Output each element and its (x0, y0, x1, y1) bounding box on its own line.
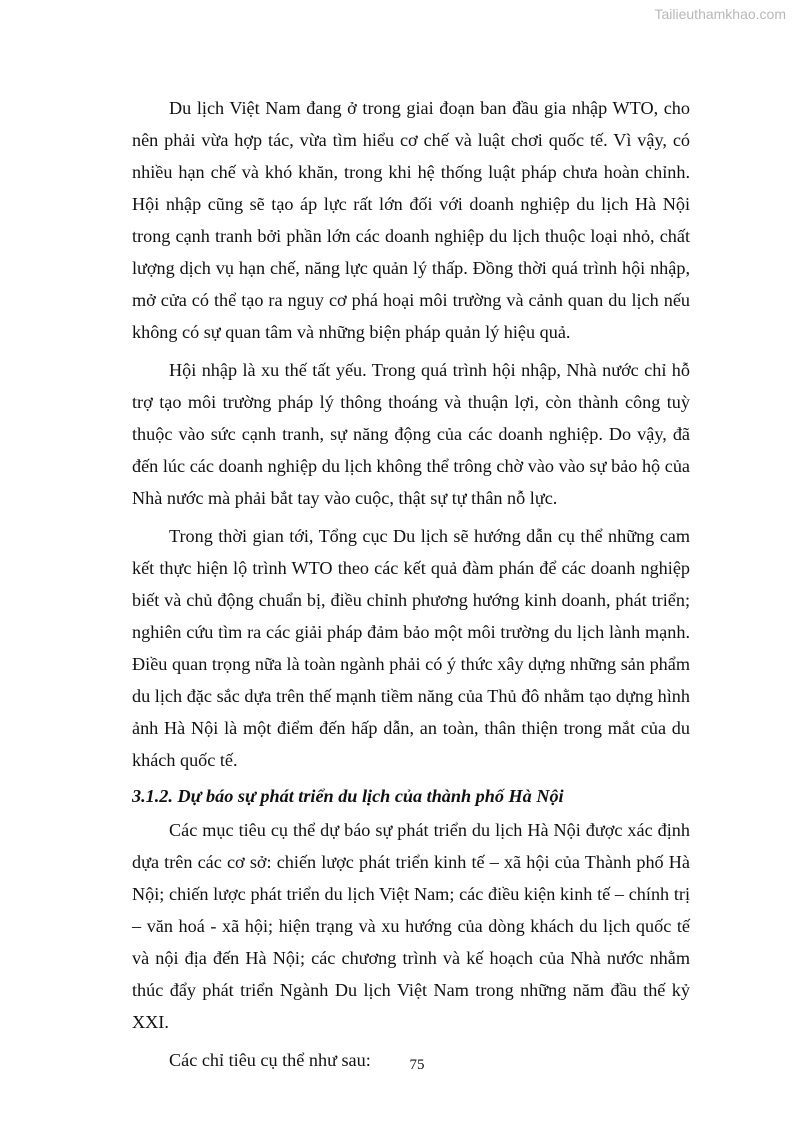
paragraph-forecast-basis: Các mục tiêu cụ thể dự báo sự phát triển du lịch Hà Nội được xác định dựa trên các cơ sở: chiến lược phát triển kinh tế – xã hội của Thành phố Hà Nội; chiến lược phát triển du lịch Việt Nam; các điều kiện kinh tế – chính trị – văn hoá - xã hội; hiện trạng và xu hướng của dòng khách du lịch quốc tế và nội địa đến Hà Nội; các chương trình và kế hoạch của Nhà nước nhằm thúc đẩy phát triển Ngành Du lịch Việt Nam trong những năm đầu thế kỷ XXI. (132, 820, 690, 1032)
page-number: 75 (409, 1057, 425, 1073)
page-body (132, 92, 690, 1076)
paragraph-wto-integration: Du lịch Việt Nam đang ở trong giai đoạn ban đầu gia nhập WTO, cho nên phải vừa hợp tác, vừa tìm hiểu cơ chế và luật chơi quốc tế. Vì vậy, có nhiều hạn chế và khó khăn, trong khi hệ thống luật pháp chưa hoàn chỉnh. Hội nhập cũng sẽ tạo áp lực rất lớn đối với doanh nghiệp du lịch Hà Nội trong cạnh tranh bởi phần lớn các doanh nghiệp du lịch thuộc loại nhỏ, chất lượng dịch vụ hạn chế, năng lực quản lý thấp. Đồng thời quá trình hội nhập, mở cửa có thể tạo ra nguy cơ phá hoại môi trường và cảnh quan du lịch nếu không có sự quan tâm và những biện pháp quản lý hiệu quả. (132, 98, 690, 342)
paragraph-integration-trend: Hội nhập là xu thế tất yếu. Trong quá trình hội nhập, Nhà nước chỉ hỗ trợ tạo môi trường pháp lý thông thoáng và thuận lợi, còn thành công tuỳ thuộc vào sức cạnh tranh, sự năng động của các doanh nghiệp. Do vậy, đã đến lúc các doanh nghiệp du lịch không thể trông chờ vào vào sự bảo hộ của Nhà nước mà phải bắt tay vào cuộc, thật sự tự thân nỗ lực. (132, 360, 690, 508)
paragraph-future-guidance: Trong thời gian tới, Tổng cục Du lịch sẽ hướng dẫn cụ thể những cam kết thực hiện lộ trình WTO theo các kết quả đàm phán để các doanh nghiệp biết và chủ động chuẩn bị, điều chỉnh phương hướng kinh doanh, phát triển; nghiên cứu tìm ra các giải pháp đảm bảo một môi trường du lịch lành mạnh. Điều quan trọng nữa là toàn ngành phải có ý thức xây dựng những sản phẩm du lịch đặc sắc dựa trên thế mạnh tiềm năng của Thủ đô nhằm tạo dựng hình ảnh Hà Nội là một điểm đến hấp dẫn, an toàn, thân thiện trong mắt của du khách quốc tế. (132, 526, 690, 770)
section-heading: 3.1.2. Dự báo sự phát triển du lịch của thành phố Hà Nội (132, 786, 564, 806)
paragraph-specific-targets: Các chỉ tiêu cụ thể như sau: (169, 1050, 371, 1070)
watermark-text: Tailieuthamkhao.com (654, 6, 786, 22)
